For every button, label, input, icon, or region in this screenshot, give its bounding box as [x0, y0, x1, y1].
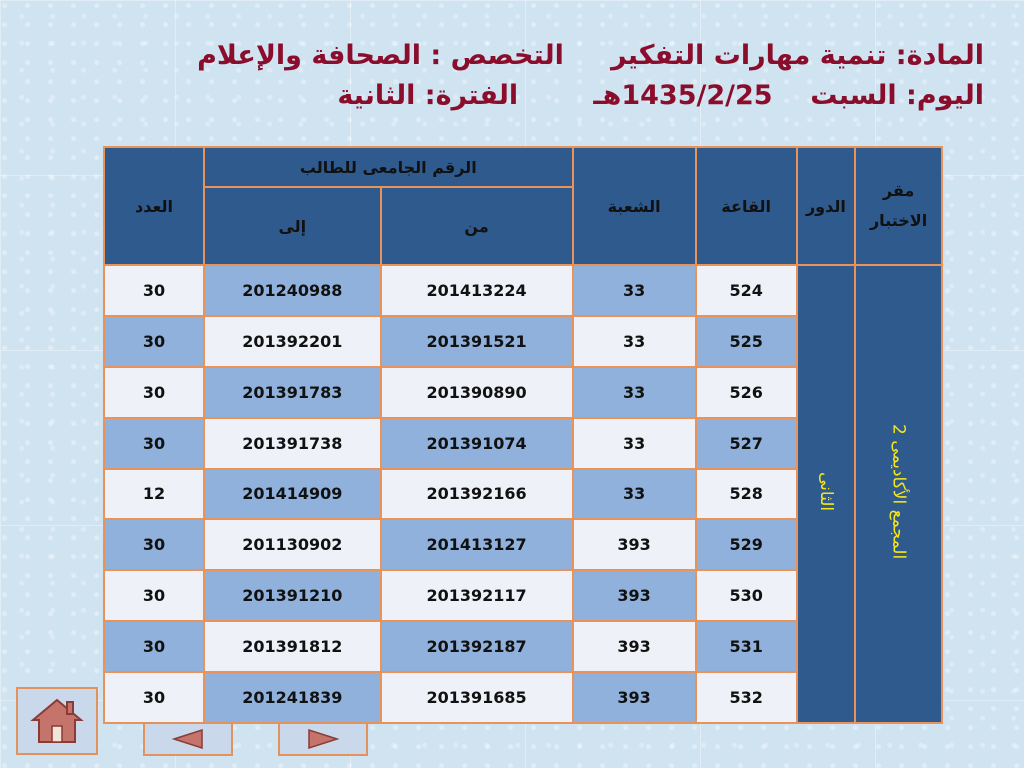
hall-cell: 524 [696, 265, 797, 316]
section-cell: 393 [573, 672, 696, 723]
next-button[interactable] [278, 722, 368, 756]
hall-cell: 528 [696, 469, 797, 520]
section-cell: 393 [573, 621, 696, 672]
header-line-1 [40, 36, 984, 76]
date-label: 1435/2/25هـ [593, 80, 773, 111]
section-cell: 33 [573, 316, 696, 367]
to-cell: 201391783 [204, 367, 381, 418]
hall-cell: 530 [696, 570, 797, 621]
to-cell: 201391812 [204, 621, 381, 672]
to-cell: 201391210 [204, 570, 381, 621]
major-label: التخصص : الصحافة والإعلام [197, 40, 564, 71]
section-cell: 393 [573, 570, 696, 621]
exam-schedule-table [103, 146, 943, 724]
count-cell: 30 [104, 621, 204, 672]
section-cell: 33 [573, 418, 696, 469]
arrow-left-icon [170, 728, 206, 750]
from-cell: 201391521 [381, 316, 573, 367]
from-cell: 201413127 [381, 519, 573, 570]
header-section: الشعبة [573, 147, 696, 265]
to-cell: 201240988 [204, 265, 381, 316]
to-cell: 201130902 [204, 519, 381, 570]
previous-button[interactable] [143, 722, 233, 756]
header-from: من [381, 187, 573, 265]
from-cell: 201391685 [381, 672, 573, 723]
arrow-right-icon [305, 728, 341, 750]
count-cell: 30 [104, 672, 204, 723]
from-cell: 201392117 [381, 570, 573, 621]
hall-cell: 526 [696, 367, 797, 418]
schedule-body [104, 265, 942, 723]
header-line-2 [40, 76, 984, 116]
count-cell: 30 [104, 265, 204, 316]
to-cell: 201392201 [204, 316, 381, 367]
header-hall: القاعة [696, 147, 797, 265]
hall-cell: 532 [696, 672, 797, 723]
from-cell: 201392187 [381, 621, 573, 672]
header-student-id: الرقم الجامعى للطالب [204, 147, 573, 187]
to-cell: 201391738 [204, 418, 381, 469]
home-button[interactable] [16, 687, 98, 755]
table-row [104, 265, 942, 316]
from-cell: 201413224 [381, 265, 573, 316]
from-cell: 201392166 [381, 469, 573, 520]
day-label: اليوم: السبت [810, 80, 984, 111]
header-to: إلى [204, 187, 381, 265]
count-cell: 30 [104, 519, 204, 570]
period-label: الفترة: الثانية [337, 80, 519, 111]
count-cell: 30 [104, 418, 204, 469]
count-cell: 12 [104, 469, 204, 520]
venue-value: المجمع الأكاديمى 2 [888, 424, 909, 560]
hall-cell: 527 [696, 418, 797, 469]
section-cell: 33 [573, 265, 696, 316]
section-cell: 33 [573, 469, 696, 520]
from-cell: 201391074 [381, 418, 573, 469]
header-round: الدور [797, 147, 856, 265]
round-cell [797, 265, 856, 723]
header-count: العدد [104, 147, 204, 265]
hall-cell: 531 [696, 621, 797, 672]
home-icon [29, 696, 85, 746]
count-cell: 30 [104, 316, 204, 367]
count-cell: 30 [104, 570, 204, 621]
header-venue: مقر الاختبار [855, 147, 942, 265]
count-cell: 30 [104, 367, 204, 418]
subject-label: المادة: تنمية مهارات التفكير [610, 40, 984, 71]
section-cell: 33 [573, 367, 696, 418]
round-value: الثانى [815, 472, 836, 512]
from-cell: 201390890 [381, 367, 573, 418]
hall-cell: 529 [696, 519, 797, 570]
slide-header [40, 36, 984, 116]
hall-cell: 525 [696, 316, 797, 367]
venue-cell [855, 265, 942, 723]
section-cell: 393 [573, 519, 696, 570]
to-cell: 201241839 [204, 672, 381, 723]
to-cell: 201414909 [204, 469, 381, 520]
